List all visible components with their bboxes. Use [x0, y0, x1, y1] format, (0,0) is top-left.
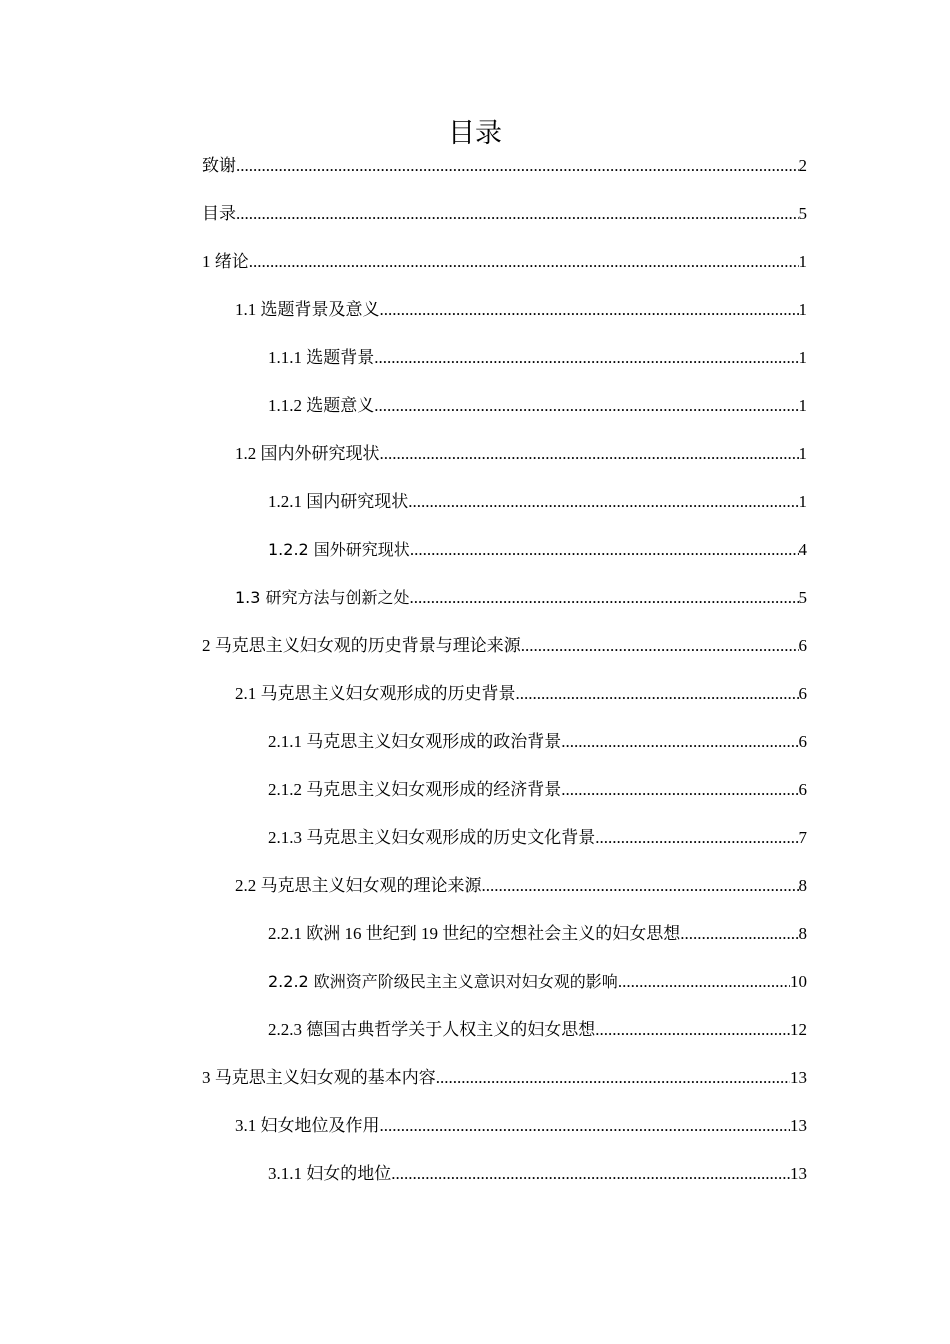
toc-entry[interactable]	[0, 722, 950, 770]
toc-entry[interactable]	[0, 770, 950, 818]
toc-entry-title: 1.2.1 国内研究现状	[268, 492, 409, 511]
toc-entry-page: 6	[798, 780, 807, 799]
toc-entry-page: 1	[798, 444, 807, 463]
toc-entry[interactable]	[0, 194, 950, 242]
toc-entry-title: 目录	[202, 204, 236, 223]
toc-entry-title: 1.1.1 选题背景	[268, 348, 375, 367]
toc-entry-page: 1	[798, 396, 807, 415]
toc-entry[interactable]	[0, 1010, 950, 1058]
toc-entry-page: 8	[798, 924, 807, 943]
dot-leader	[408, 482, 798, 522]
toc-entry-page: 13	[790, 1068, 807, 1087]
toc-entry-page: 12	[790, 1020, 807, 1039]
toc-entry-page: 13	[790, 1116, 807, 1135]
dot-leader	[374, 386, 798, 426]
dot-leader	[249, 242, 799, 282]
toc-entry-page: 1	[798, 348, 807, 367]
toc-entry[interactable]	[0, 530, 950, 578]
toc-entry-page: 10	[790, 972, 807, 991]
toc-entry[interactable]	[0, 674, 950, 722]
toc-entry[interactable]	[0, 434, 950, 482]
toc-entry-title: 3 马克思主义妇女观的基本内容	[202, 1068, 436, 1087]
dot-leader	[236, 146, 799, 186]
dot-leader	[595, 818, 798, 858]
toc-entry[interactable]	[0, 242, 950, 290]
toc-entry[interactable]	[0, 386, 950, 434]
toc-entry-page: 1	[798, 252, 807, 271]
toc-entry-page: 4	[798, 540, 807, 559]
toc-entry-page: 6	[798, 636, 807, 655]
toc-entry-title: 1.1 选题背景及意义	[235, 300, 380, 319]
toc-entry-title: 3.1.1 妇女的地位	[268, 1164, 392, 1183]
toc-entry[interactable]	[0, 338, 950, 386]
toc-entry-page: 5	[798, 204, 807, 223]
dot-leader	[380, 290, 799, 330]
toc-entry-title: 2.2.1 欧洲 16 世纪到 19 世纪的空想社会主义的妇女思想	[268, 924, 681, 943]
toc-entry-page: 7	[798, 828, 807, 847]
dot-leader	[410, 578, 799, 618]
table-of-contents	[0, 146, 950, 1202]
toc-entry-page: 5	[798, 588, 807, 607]
toc-entry-title: 2.2 马克思主义妇女观的理论来源	[235, 876, 482, 895]
toc-entry-page: 1	[798, 492, 807, 511]
toc-entry-title: 2 马克思主义妇女观的历史背景与理论来源	[202, 636, 521, 655]
toc-entry-title: 1.1.2 选题意义	[268, 396, 375, 415]
toc-entry-page: 8	[798, 876, 807, 895]
toc-entry[interactable]	[0, 1106, 950, 1154]
toc-entry[interactable]	[0, 626, 950, 674]
dot-leader	[436, 1058, 790, 1098]
toc-entry[interactable]	[0, 866, 950, 914]
dot-leader	[516, 674, 799, 714]
dot-leader	[236, 194, 799, 234]
page-title: 目录	[448, 118, 502, 149]
toc-entry[interactable]	[0, 482, 950, 530]
dot-leader	[680, 914, 798, 954]
dot-leader	[521, 626, 799, 666]
toc-entry[interactable]	[0, 146, 950, 194]
toc-entry-title: 2.1.2 马克思主义妇女观形成的经济背景	[268, 780, 562, 799]
toc-entry[interactable]	[0, 1058, 950, 1106]
toc-entry-page: 13	[790, 1164, 807, 1183]
dot-leader	[561, 722, 798, 762]
toc-entry[interactable]	[0, 962, 950, 1010]
toc-entry-page: 6	[798, 684, 807, 703]
toc-entry-page: 6	[798, 732, 807, 751]
dot-leader	[482, 866, 799, 906]
dot-leader	[410, 530, 799, 570]
toc-entry-title: 1 绪论	[202, 252, 249, 271]
toc-entry-title: 2.1 马克思主义妇女观形成的历史背景	[235, 684, 516, 703]
dot-leader	[374, 338, 798, 378]
dot-leader	[391, 1154, 790, 1194]
dot-leader	[618, 962, 790, 1002]
toc-entry[interactable]	[0, 578, 950, 626]
toc-entry-title: 2.2.3 德国古典哲学关于人权主义的妇女思想	[268, 1020, 596, 1039]
toc-entry[interactable]	[0, 1154, 950, 1202]
toc-entry-title: 1.2 国内外研究现状	[235, 444, 380, 463]
toc-entry-title: 致谢	[202, 156, 236, 175]
dot-leader	[595, 1010, 790, 1050]
toc-entry-title: 3.1 妇女地位及作用	[235, 1116, 380, 1135]
toc-entry-title: 2.2.2 欧洲资产阶级民主主义意识对妇女观的影响	[268, 972, 618, 991]
toc-entry-page: 1	[798, 300, 807, 319]
toc-entry[interactable]	[0, 914, 950, 962]
toc-entry[interactable]	[0, 290, 950, 338]
dot-leader	[380, 1106, 791, 1146]
dot-leader	[561, 770, 798, 810]
toc-entry-title: 2.1.1 马克思主义妇女观形成的政治背景	[268, 732, 562, 751]
toc-entry-title: 2.1.3 马克思主义妇女观形成的历史文化背景	[268, 828, 596, 847]
toc-entry[interactable]	[0, 818, 950, 866]
dot-leader	[380, 434, 799, 474]
toc-entry-page: 2	[798, 156, 807, 175]
toc-entry-title: 1.2.2 国外研究现状	[268, 540, 410, 559]
toc-entry-title: 1.3 研究方法与创新之处	[235, 588, 410, 607]
